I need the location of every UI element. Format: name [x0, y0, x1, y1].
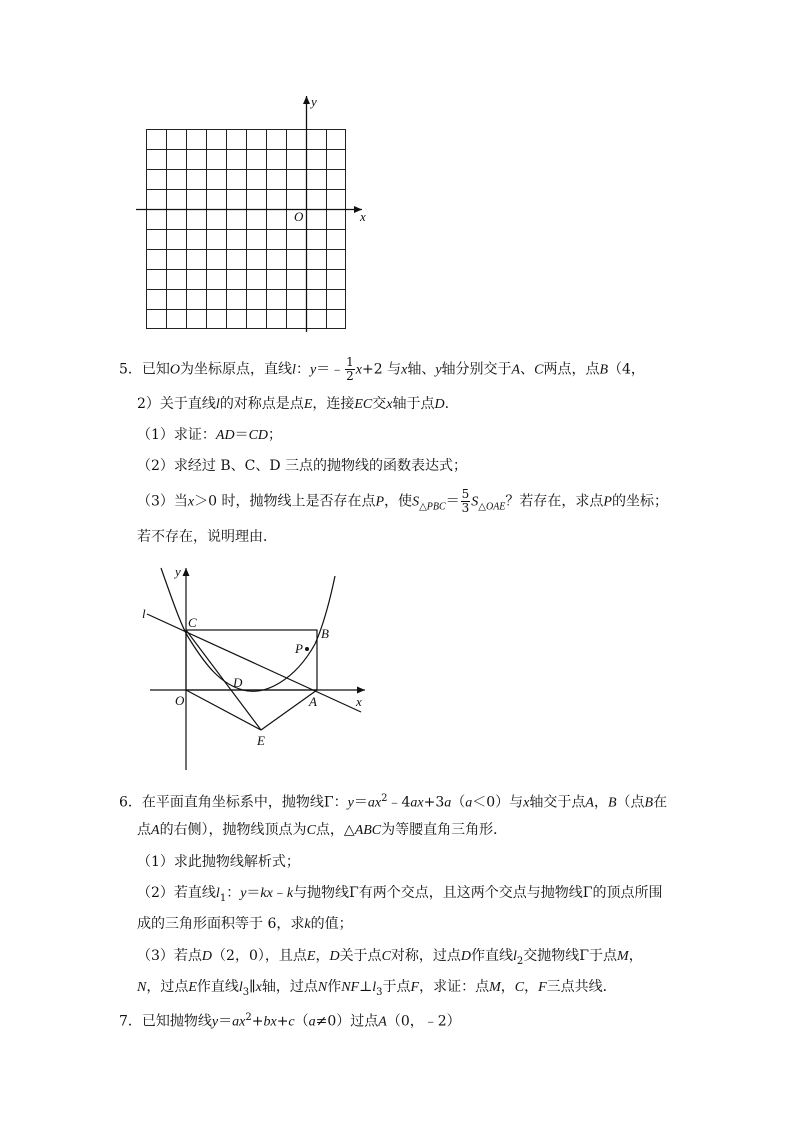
y-axis-arrow-icon — [303, 96, 310, 104]
fig-label-y: y — [175, 564, 181, 579]
grid-axes — [136, 96, 362, 332]
problem6-question2: （2）若直线$l_1$：y＝kx﹣k与抛物线Γ有两个交点，且这两个交点与抛物线Γ的顶点所围 — [137, 885, 663, 904]
fig-label-x: x — [356, 694, 362, 709]
fig-label-E: E — [257, 733, 265, 748]
fig-y-arrow-icon — [183, 568, 190, 576]
coordinate-grid-figure — [130, 90, 380, 335]
problem5-number: 5 — [119, 361, 128, 378]
fig-label-B: B — [321, 626, 329, 641]
problem6-line1: 6．在平面直角坐标系中，抛物线Γ：$y=ax^2﹣4ax+3a(a<0)$与x轴交于点A，B（点B在 — [119, 793, 668, 811]
point-P-dot — [305, 647, 309, 651]
problem6-question3-line2: N，过点E作直线$l_3\parallel x$轴，过点N作$NF\perp l_3$于点F，求证：点M，C，F三点共线． — [137, 979, 617, 998]
fig-label-l: l — [142, 606, 146, 621]
problem5-line1: 5．已知O为坐标原点，直线l：y＝﹣ $\frac{1}{2}$ x+2 与x轴、y轴分别交于A、C两点，点B（4， — [119, 355, 645, 383]
rectangle-OABC — [186, 630, 317, 690]
fig-x-arrow-icon — [357, 687, 365, 694]
problem6-question2-line2: 成的三角形面积等于 6，求k的值； — [137, 916, 353, 932]
grid-lines — [147, 130, 346, 329]
grid-origin-label: O — [294, 209, 304, 224]
problem7-number: 7 — [119, 1013, 128, 1030]
problem5-question3: （3）当x＞0 时，抛物线上是否存在点P，使$S_{\triangle PBC}=$ $\frac{5}{3}$ $S_{\triangle OAE}$？若存在，求点P的坐标； — [137, 487, 668, 515]
problem6-line2: 点A的右侧），抛物线顶点为C点，△ABC为等腰直角三角形． — [137, 822, 508, 838]
problem5-question2: （2）求经过 B、C、D 三点的抛物线的函数表达式； — [137, 458, 468, 474]
problem5-line2: 2）关于直线l的对称点是点E，连接EC交x轴于点D. — [137, 396, 450, 412]
fig-label-P: P — [295, 641, 303, 656]
fig-label-O: O — [175, 693, 185, 708]
fraction-one-half: $\frac{1}{2}$ — [346, 355, 354, 383]
grid-y-label: y — [311, 94, 317, 109]
segment-OE — [186, 690, 261, 730]
fraction-five-thirds: $\frac{5}{3}$ — [461, 487, 470, 515]
problem6-question1: （1）求此抛物线解析式； — [137, 854, 300, 870]
problem5-question1: （1）求证：AD＝CD； — [137, 427, 283, 443]
fig-label-C: C — [188, 615, 197, 630]
fig-label-D: D — [233, 675, 243, 690]
problem6-number: 6 — [119, 794, 128, 811]
problem5-figure — [125, 560, 385, 780]
fig-label-A: A — [309, 694, 317, 709]
grid-x-label: x — [360, 209, 366, 224]
problem6-question3: （3）若点D（2，0），且点E，D关于点C对称，过点D作直线$l_2$交抛物线Γ于点M， — [137, 948, 643, 967]
problem7-line1: 7．已知抛物线$y=ax^2+bx+c(a\ne 0)$过点A（0，﹣2） — [119, 1012, 461, 1030]
problem5-question3-line2: 若不存在，说明理由． — [137, 529, 277, 545]
